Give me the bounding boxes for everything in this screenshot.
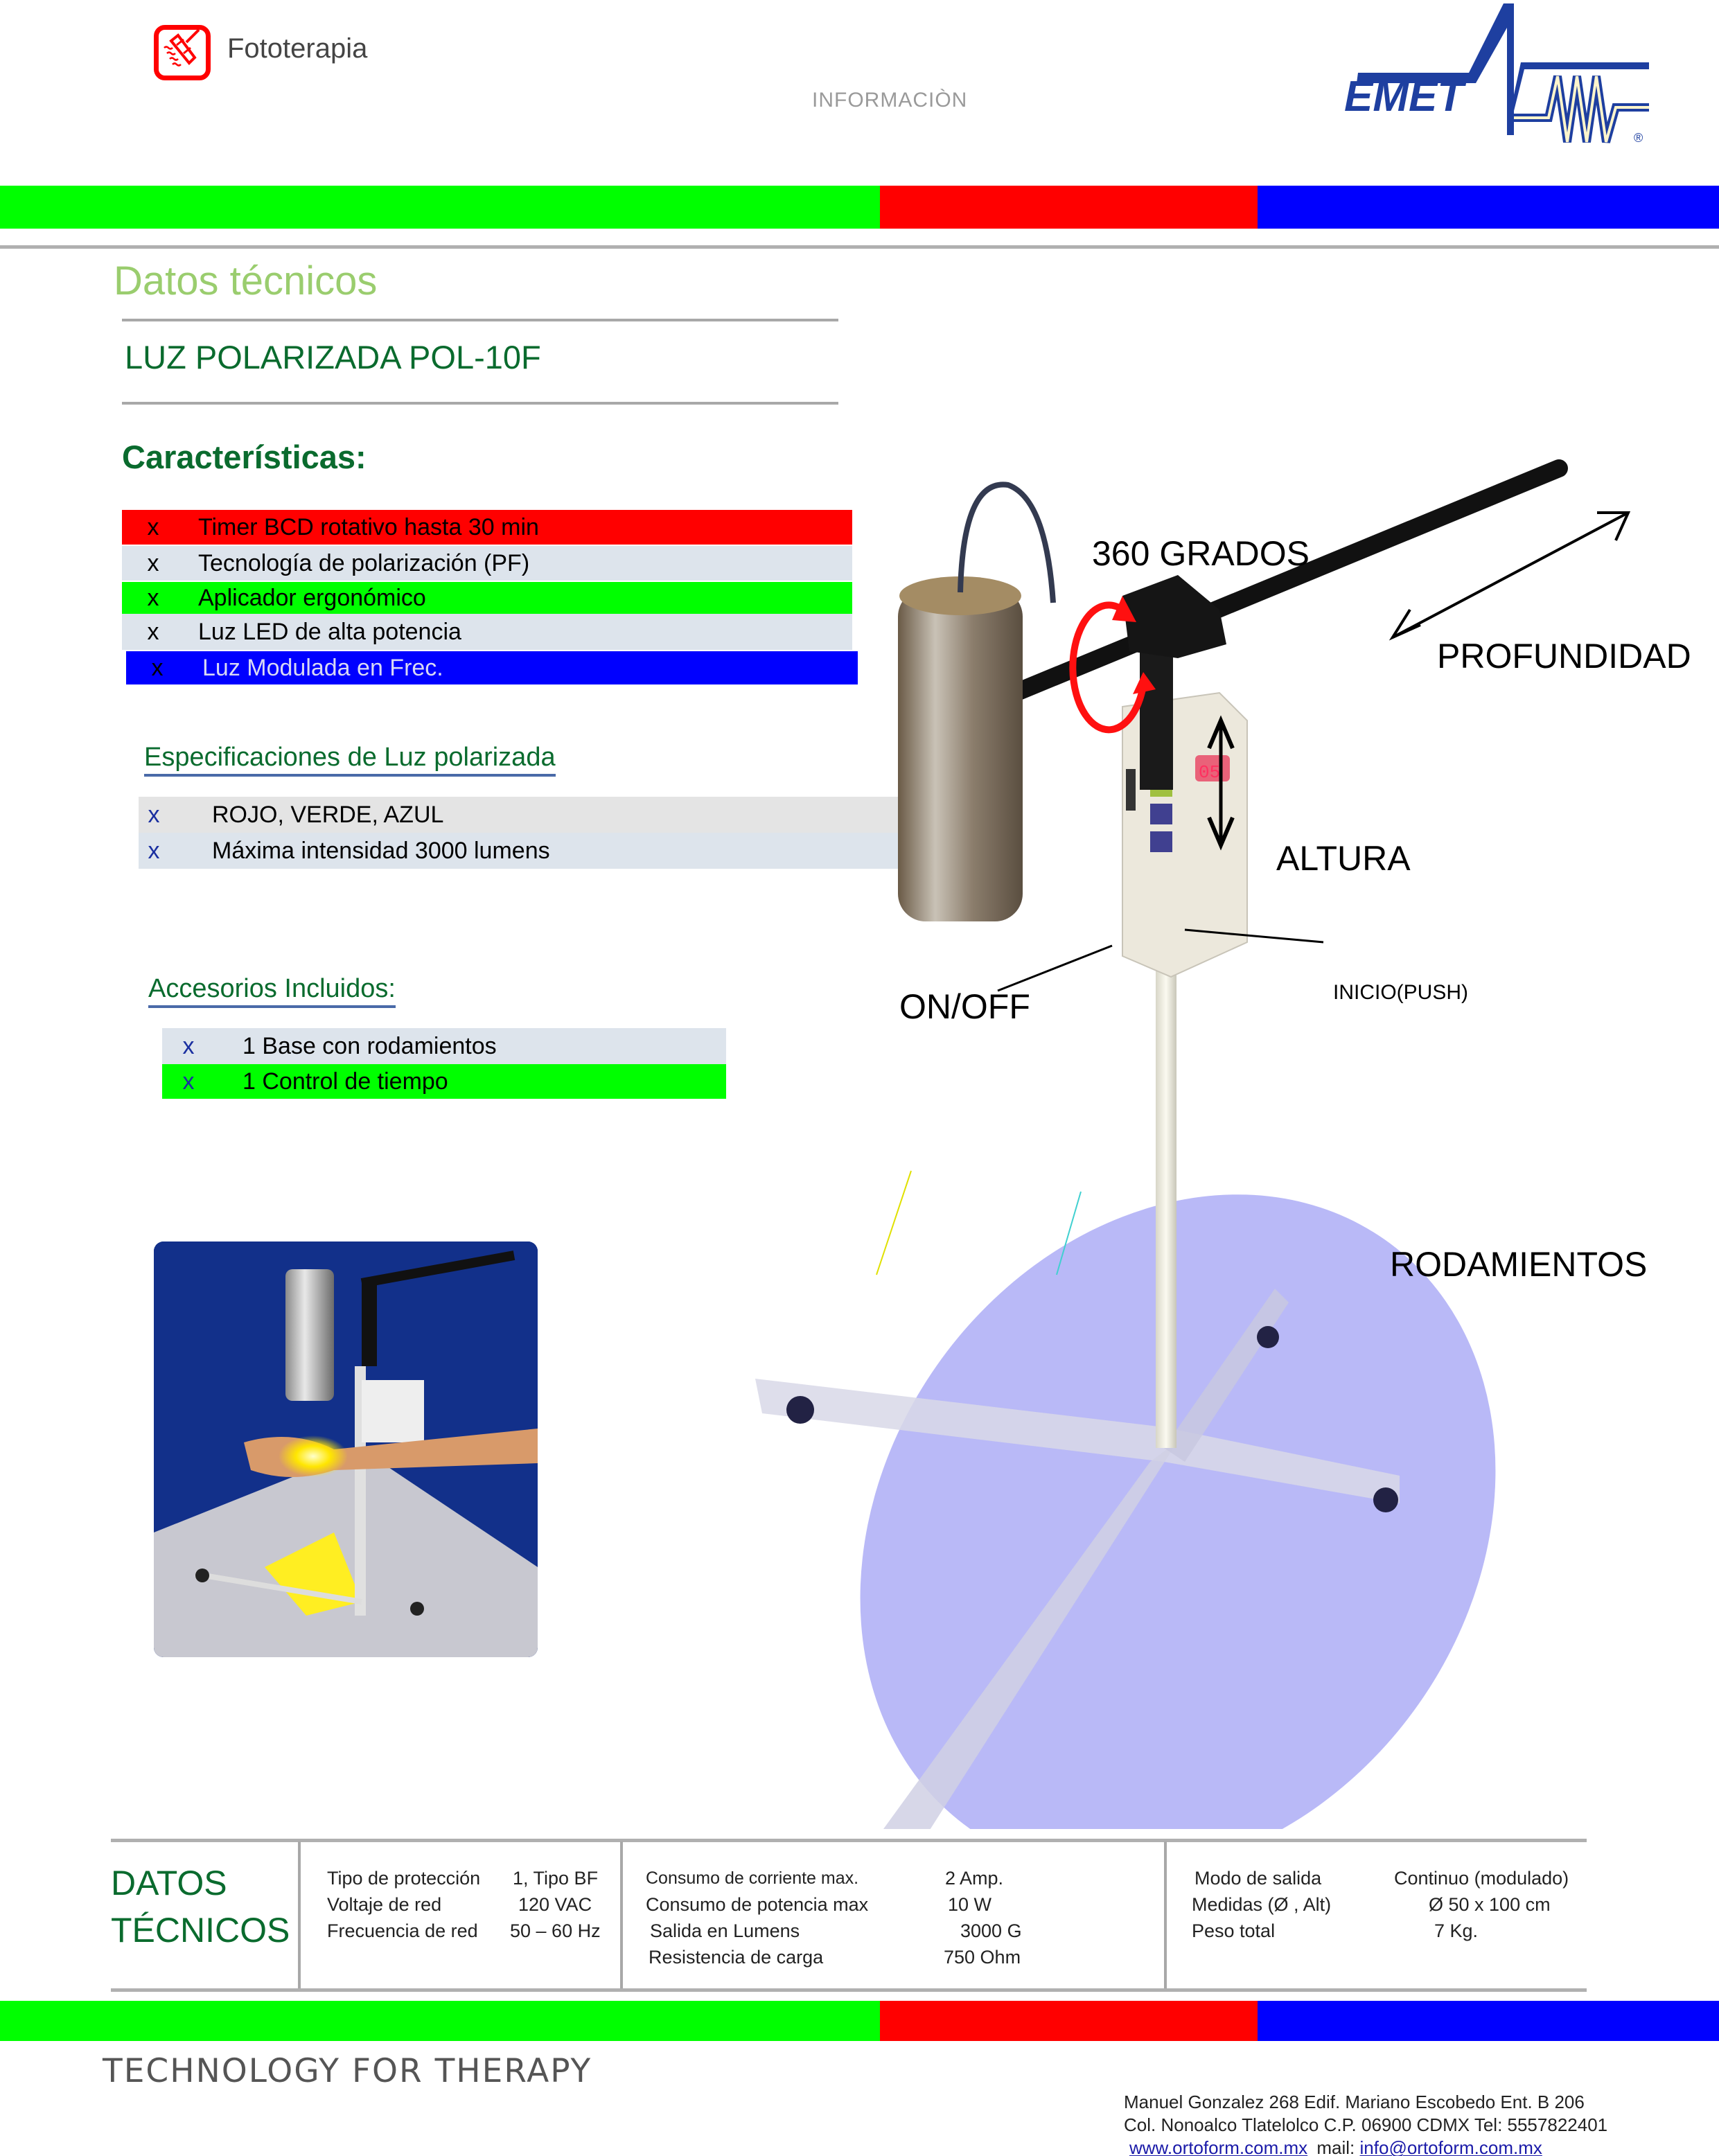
feature-label: Luz Modulada en Frec. [202,654,443,681]
accessory-label: 1 Base con rodamientos [243,1032,497,1059]
contact-address [1124,2091,1607,2156]
spec-label: Máxima intensidad 3000 lumens [212,837,550,864]
depth-label: PROFUNDIDAD [1437,637,1691,675]
feature-label: Timer BCD rotativo hasta 30 min [198,513,539,540]
top-stripe-green [0,186,880,229]
spec-value: Ø 50 x 100 cm [1429,1894,1551,1915]
datasheet-col1-labels [327,1865,480,1944]
svg-text:®: ® [1634,131,1643,145]
title-divider [122,319,838,321]
datasheet-title-line1: DATOS [111,1864,227,1902]
spec-label: Modo de salida [1195,1868,1322,1889]
spec-label: Voltaje de red [327,1894,442,1915]
spec-label: Peso total [1192,1920,1276,1941]
category-label: Fototerapia [227,33,368,64]
datasheet-col1-values [510,1865,601,1944]
section-label: INFORMACIÒN [812,89,968,112]
table-divider [298,1841,301,1988]
datasheet-col3-values [1394,1865,1569,1944]
svg-text:05: 05 [1199,762,1221,783]
specs-heading: Especificaciones de Luz polarizada [144,743,556,777]
address-line-1: Manuel Gonzalez 268 Edif. Mariano Escobedo Ent. B 206 [1124,2092,1585,2112]
table-top-rule [111,1839,1587,1842]
bottom-stripe-blue [1258,2001,1719,2041]
email-link[interactable]: info@ortoform.com.mx [1359,2137,1542,2156]
power-switch-label: ON/OFF [899,987,1030,1026]
spec-value: 10 W [948,1894,992,1915]
bottom-stripe-green [0,2001,880,2041]
datasheet-title-line2: TÉCNICOS [111,1911,290,1950]
feature-label: Aplicador ergonómico [198,584,426,611]
website-link[interactable]: www.ortoform.com.mx [1129,2137,1308,2156]
logo-text: EMET [1344,73,1464,121]
table-divider [1164,1841,1167,1988]
product-name: LUZ POLARIZADA POL-10F [125,339,541,375]
table-bottom-rule [111,1988,1587,1992]
wheels-label: RODAMIENTOS [1390,1245,1648,1284]
usage-photo [154,1242,538,1657]
feature-marker: x [147,513,159,540]
spec-value: Continuo (modulado) [1394,1868,1569,1889]
datasheet-col3-labels [1192,1865,1331,1944]
spec-label: ROJO, VERDE, AZUL [212,801,444,828]
phototherapy-lamp-icon [154,25,211,80]
feature-marker: x [151,654,164,681]
spec-label: Medidas (Ø , Alt) [1192,1894,1332,1915]
page-title: Datos técnicos [114,258,378,303]
rotation-label: 360 GRADOS [1092,534,1310,573]
feature-marker: x [147,549,159,576]
spec-value: 3000 G [960,1920,1022,1941]
spec-value: 750 Ohm [944,1947,1021,1968]
spec-value: 120 VAC [518,1894,592,1915]
feature-marker: x [147,584,159,611]
accessory-label: 1 Control de tiempo [243,1068,448,1095]
start-button-label: INICIO(PUSH) [1333,981,1468,1004]
datasheet-col2-labels [646,1865,868,1970]
spec-value: 2 Amp. [945,1868,1004,1889]
accessories-heading: Accesorios Incluidos: [148,974,396,1008]
accessory-item [162,1064,726,1099]
datasheet-col2-values [944,1865,1022,1970]
height-label: ALTURA [1276,839,1411,878]
bottom-stripe-red [880,2001,1258,2041]
accessory-marker: x [182,1068,195,1095]
feature-label: Luz LED de alta potencia [198,618,461,645]
spec-marker: x [148,837,160,864]
product-divider [122,402,838,405]
emet-logo [1337,0,1663,149]
spec-value: 50 – 60 Hz [510,1920,601,1941]
spec-value: 7 Kg. [1434,1920,1479,1941]
spec-label: Salida en Lumens [650,1920,800,1941]
spec-marker: x [148,801,160,828]
spec-label: Frecuencia de red [327,1920,478,1941]
spec-label: Consumo de potencia max [646,1894,869,1915]
spec-label: Consumo de corriente max. [646,1868,859,1888]
spec-label: Resistencia de carga [649,1947,824,1968]
table-divider [620,1841,623,1988]
mail-label: mail: [1316,2137,1355,2156]
feature-label: Tecnología de polarización (PF) [198,549,530,576]
top-stripe-blue [1258,186,1719,229]
top-stripe-red [880,186,1258,229]
header-divider [0,245,1719,249]
spec-value: 1, Tipo BF [513,1868,599,1889]
feature-marker: x [147,618,159,645]
spec-label: Tipo de protección [327,1868,481,1889]
accessory-item [162,1028,726,1064]
accessory-marker: x [182,1032,195,1059]
tagline: TECHNOLOGY FOR THERAPY [103,2052,592,2090]
address-line-2: Col. Nonoalco Tlatelolco C.P. 06900 CDMX Tel: 5557822401 [1124,2114,1608,2135]
datasheet-title [111,1859,290,1954]
contact-links [1124,2137,1607,2156]
features-heading: Características: [122,439,367,475]
